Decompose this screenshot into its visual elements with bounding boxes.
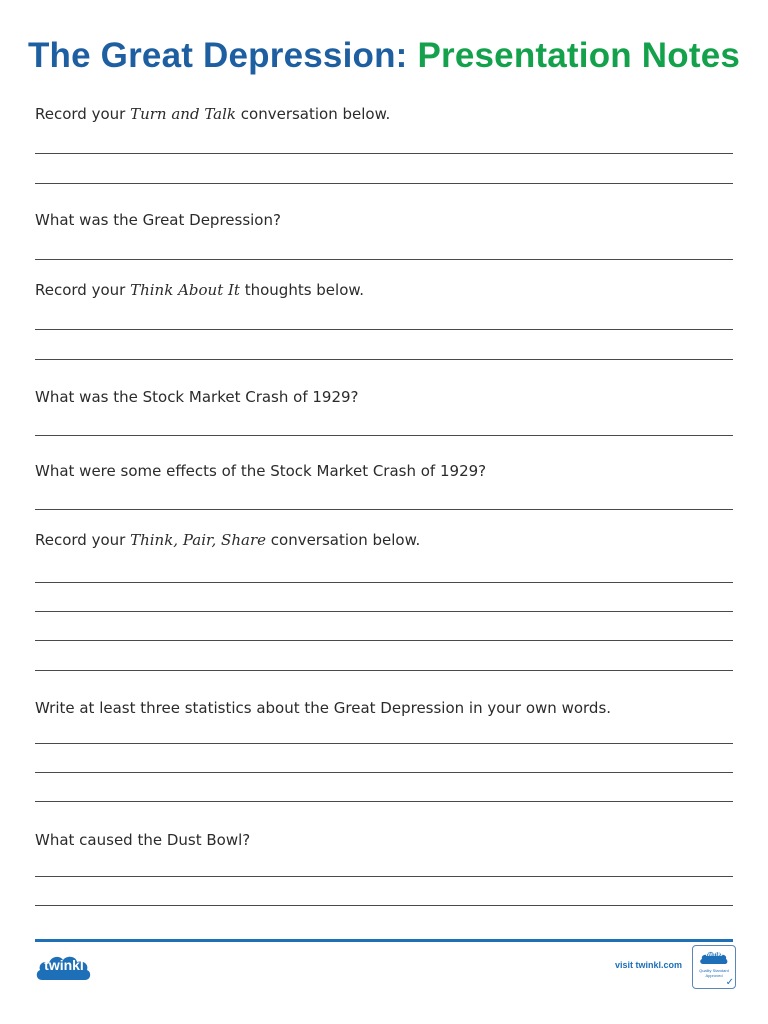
writing-line[interactable] [35,153,733,154]
writing-line[interactable] [35,640,733,641]
writing-line[interactable] [35,509,733,510]
check-icon: ✓ [725,977,734,988]
title-part-2: Presentation Notes [417,36,741,75]
title-part-1: The Great Depression: [27,36,408,75]
writing-line[interactable] [35,670,733,671]
prompt-statistics: Write at least three statistics about the Great Depression in your own words. [35,699,612,717]
writing-line[interactable] [35,259,733,260]
writing-line[interactable] [35,359,733,360]
prompt-great-depression: What was the Great Depression? [35,211,281,229]
badge-text: Quality Standard Approved [699,968,729,978]
prompt-turn-and-talk: Record your Turn and Talk conversation below. [35,105,391,123]
page-title [0,36,768,76]
writing-line[interactable] [35,582,733,583]
writing-line[interactable] [35,611,733,612]
prompt-dust-bowl: What caused the Dust Bowl? [35,831,251,849]
prompt-think-about-it: Record your Think About It thoughts below. [35,281,365,299]
writing-line[interactable] [35,329,733,330]
logo-text: twinkl [44,957,84,973]
writing-line[interactable] [35,801,733,802]
prompt-crash-effects: What were some effects of the Stock Market Crash of 1929? [35,462,487,480]
writing-line[interactable] [35,435,733,436]
writing-line[interactable] [35,772,733,773]
twinkl-logo-icon[interactable] [34,950,94,984]
footer-divider [35,939,733,942]
visit-link[interactable]: visit twinkl.com [615,960,683,970]
writing-line[interactable] [35,876,733,877]
writing-line[interactable] [35,743,733,744]
badge-brand: twinkl [705,952,723,958]
quality-badge-icon [692,945,736,989]
writing-line[interactable] [35,183,733,184]
prompt-stock-market-crash: What was the Stock Market Crash of 1929? [35,388,359,406]
writing-line[interactable] [35,905,733,906]
prompt-think-pair-share: Record your Think, Pair, Share conversation below. [35,531,421,549]
